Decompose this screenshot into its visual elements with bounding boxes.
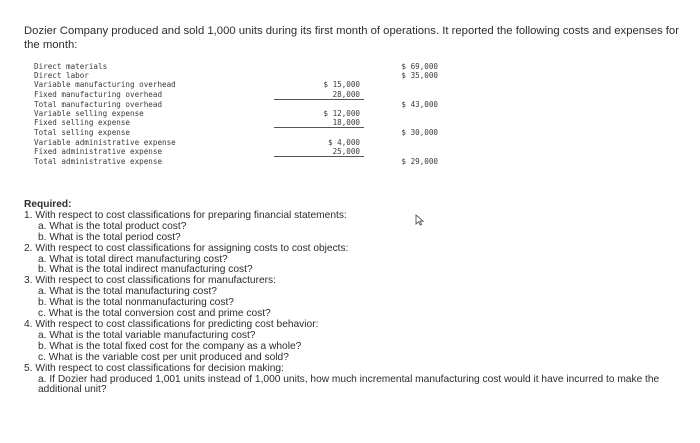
cost-label: Variable administrative expense bbox=[34, 137, 176, 147]
cost-detail-amount: 18,000 bbox=[274, 118, 364, 128]
cost-detail-amount bbox=[274, 128, 364, 138]
cost-label: Direct labor bbox=[34, 71, 89, 81]
cost-total-amount bbox=[364, 109, 438, 118]
cost-detail-amount: $ 4,000 bbox=[327, 137, 360, 147]
cost-row bbox=[34, 118, 438, 128]
cost-total-amount: $ 69,000 bbox=[401, 62, 438, 71]
cost-row bbox=[34, 80, 438, 89]
question-4: 4. With respect to cost classifications for predicting cost behavior: bbox=[24, 318, 319, 330]
question-5a: a. If Dozier had produced 1,001 units instead of 1,000 units, how much incremental manufacturing cost would it have incurred to make the additional unit? bbox=[38, 373, 660, 396]
problem-intro: Dozier Company produced and sold 1,000 units during its first month of operations. It reported the following costs and expenses for the month: bbox=[24, 25, 679, 51]
cost-label: Fixed manufacturing overhead bbox=[34, 89, 163, 99]
question-2: 2. With respect to cost classifications for assigning costs to cost objects: bbox=[24, 242, 349, 254]
cost-total-amount bbox=[364, 118, 438, 128]
cost-detail-amount bbox=[274, 62, 364, 71]
required-section bbox=[24, 200, 700, 396]
cost-label: Variable selling expense bbox=[34, 109, 144, 118]
cost-total-amount: $ 29,000 bbox=[401, 156, 438, 166]
question-3: 3. With respect to cost classifications for manufacturers: bbox=[24, 275, 276, 287]
cost-row bbox=[34, 157, 438, 167]
cost-total-amount bbox=[364, 90, 438, 100]
cost-total-amount bbox=[364, 138, 438, 147]
cost-row bbox=[34, 62, 438, 71]
question-4c: c. What is the variable cost per unit produced and sold? bbox=[38, 351, 289, 363]
question-1: 1. With respect to cost classifications for preparing financial statements: bbox=[24, 209, 347, 221]
cost-detail-amount bbox=[274, 71, 364, 80]
cost-label: Fixed selling expense bbox=[34, 118, 131, 128]
cost-label: Total manufacturing overhead bbox=[34, 99, 163, 109]
question-1a: a. What is the total product cost? bbox=[38, 220, 187, 232]
cost-total-amount: $ 35,000 bbox=[401, 71, 438, 81]
question-1b: b. What is the total period cost? bbox=[38, 231, 181, 243]
cost-row bbox=[34, 109, 438, 118]
cost-detail-amount: 28,000 bbox=[274, 90, 364, 100]
cost-row bbox=[34, 99, 438, 109]
question-2a: a. What is total direct manufacturing cost? bbox=[38, 253, 228, 265]
cost-total-amount: $ 43,000 bbox=[401, 99, 438, 109]
cost-detail-amount: 25,000 bbox=[274, 147, 364, 157]
cost-total-amount: $ 30,000 bbox=[401, 128, 438, 138]
cost-detail-amount: $ 15,000 bbox=[323, 80, 360, 90]
question-5: 5. With respect to cost classifications for decision making: bbox=[24, 362, 284, 374]
cost-detail-amount bbox=[274, 157, 364, 167]
cost-row bbox=[34, 71, 438, 80]
cost-label: Fixed administrative expense bbox=[34, 147, 163, 157]
question-4b: b. What is the total fixed cost for the company as a whole? bbox=[38, 340, 302, 352]
mouse-pointer-icon bbox=[414, 214, 426, 226]
cost-table bbox=[34, 62, 438, 166]
cost-detail-amount bbox=[274, 99, 364, 109]
question-3b: b. What is the total nonmanufacturing cost? bbox=[38, 297, 234, 309]
cost-row bbox=[34, 128, 438, 138]
required-heading: Required: bbox=[24, 199, 72, 210]
question-2b: b. What is the total indirect manufacturing cost? bbox=[38, 264, 253, 276]
cost-label: Total administrative expense bbox=[34, 156, 163, 166]
cost-row bbox=[34, 90, 438, 100]
question-4a: a. What is the total variable manufacturing cost? bbox=[38, 329, 256, 341]
cost-total-amount bbox=[364, 80, 438, 89]
cost-row bbox=[34, 147, 438, 157]
cost-label: Direct materials bbox=[34, 62, 108, 71]
question-3c: c. What is the total conversion cost and prime cost? bbox=[38, 308, 271, 320]
cost-total-amount bbox=[364, 147, 438, 157]
cost-label: Variable manufacturing overhead bbox=[34, 80, 176, 90]
cost-detail-amount: $ 12,000 bbox=[323, 109, 360, 118]
cost-row bbox=[34, 138, 438, 147]
question-3a: a. What is the total manufacturing cost? bbox=[38, 286, 217, 298]
cost-label: Total selling expense bbox=[34, 128, 131, 138]
